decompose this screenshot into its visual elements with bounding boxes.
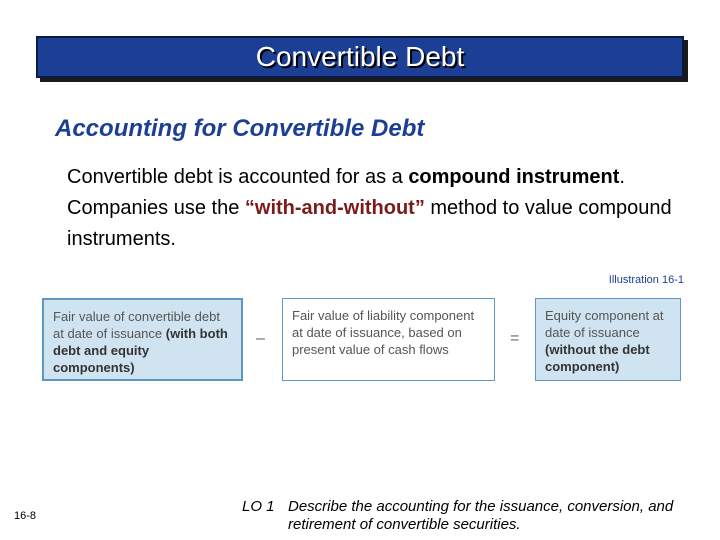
box1-bold-text: (with both debt and equity components) [53,326,228,375]
equation-box-convertible-debt [42,298,243,381]
slide-subtitle: Accounting for Convertible Debt [55,115,425,142]
paragraph-part-3: method to value compound instruments. [67,197,672,250]
box3-bold-text: (without the debt component) [545,342,650,374]
title-bar [36,36,684,78]
equation-box-equity-component [535,298,681,381]
paragraph-part-1: Convertible debt is accounted for as a [67,166,409,188]
paragraph-quoted-term: “with-and-without” [244,197,425,219]
box2-normal-text: Fair value of liability component at date of issuance, based on present value of cash flows [292,308,475,357]
box3-normal-text: Equity component at date of issuance [545,308,664,340]
learning-objective-text: Describe the accounting for the issuance, conversion, and retirement of convertible securities. [288,498,674,533]
slide-number: 16-8 [14,510,37,522]
illustration-label: Illustration 16-1 [608,274,684,286]
box1-normal-text: Fair value of convertible debt at date of issuance [53,309,220,341]
learning-objective-tag: LO 1 [242,498,275,515]
learning-objective [242,498,712,534]
body-paragraph [67,162,687,255]
equals-operator: = [510,330,520,347]
paragraph-part-2: . Companies use the [67,166,625,219]
slide-title: Convertible Debt [255,41,465,72]
equation-box-liability-component [282,298,495,381]
minus-operator: – [256,330,265,347]
paragraph-bold-term: compound instrument [408,166,620,188]
